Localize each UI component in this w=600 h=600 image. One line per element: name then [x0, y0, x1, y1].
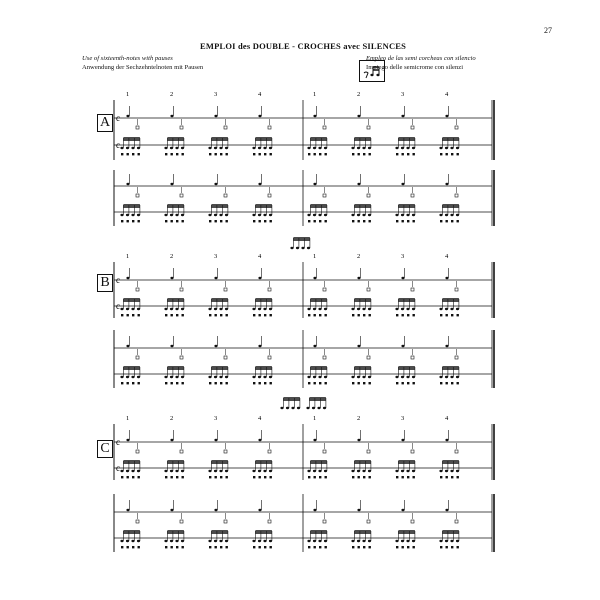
- square-marker: [136, 126, 139, 129]
- count-dot: [396, 153, 398, 155]
- count-dot: [446, 476, 448, 478]
- beat-number: 1: [313, 253, 317, 260]
- count-dot: [226, 314, 228, 316]
- count-dot: [451, 220, 453, 222]
- count-dot: [451, 153, 453, 155]
- beat-number: 4: [445, 253, 449, 260]
- count-dot: [127, 382, 129, 384]
- count-dot: [457, 153, 459, 155]
- count-dot: [182, 546, 184, 548]
- square-marker: [411, 288, 414, 291]
- count-dot: [440, 476, 442, 478]
- count-dot: [407, 314, 409, 316]
- square-marker: [323, 450, 326, 453]
- count-dot: [440, 153, 442, 155]
- count-dot: [451, 382, 453, 384]
- count-dot: [396, 476, 398, 478]
- count-dot: [127, 314, 129, 316]
- beat-number: 1: [313, 415, 317, 422]
- count-dot: [220, 220, 222, 222]
- square-marker: [411, 450, 414, 453]
- count-dot: [446, 153, 448, 155]
- count-dot: [325, 476, 327, 478]
- count-dot: [121, 220, 123, 222]
- beat-number: 3: [401, 253, 405, 260]
- count-dot: [220, 314, 222, 316]
- beat-number: 4: [445, 415, 449, 422]
- count-dot: [308, 153, 310, 155]
- count-dot: [319, 314, 321, 316]
- count-dot: [220, 476, 222, 478]
- count-dot: [176, 314, 178, 316]
- count-dot: [264, 546, 266, 548]
- count-dot: [132, 546, 134, 548]
- count-dot: [325, 546, 327, 548]
- count-dot: [176, 220, 178, 222]
- square-marker: [323, 194, 326, 197]
- count-dot: [358, 476, 360, 478]
- count-dot: [308, 220, 310, 222]
- count-dot: [209, 546, 211, 548]
- count-dot: [363, 314, 365, 316]
- square-marker: [136, 194, 139, 197]
- count-dot: [138, 153, 140, 155]
- count-dot: [319, 382, 321, 384]
- count-dot: [165, 220, 167, 222]
- square-marker: [455, 288, 458, 291]
- square-marker: [268, 450, 271, 453]
- count-dot: [127, 546, 129, 548]
- count-dot: [402, 476, 404, 478]
- count-dot: [132, 476, 134, 478]
- count-dot: [215, 546, 217, 548]
- count-dot: [413, 314, 415, 316]
- count-dot: [259, 153, 261, 155]
- count-dot: [358, 314, 360, 316]
- beat-number: 2: [357, 253, 361, 260]
- count-dot: [259, 476, 261, 478]
- count-dot: [407, 382, 409, 384]
- count-dot: [165, 546, 167, 548]
- count-dot: [440, 314, 442, 316]
- count-dot: [220, 382, 222, 384]
- count-dot: [165, 382, 167, 384]
- count-dot: [440, 546, 442, 548]
- beat-number: 2: [170, 253, 174, 260]
- count-dot: [259, 314, 261, 316]
- count-dot: [369, 546, 371, 548]
- beat-number: 3: [214, 415, 218, 422]
- count-dot: [264, 382, 266, 384]
- count-dot: [121, 546, 123, 548]
- count-dot: [396, 382, 398, 384]
- square-marker: [367, 288, 370, 291]
- count-dot: [407, 476, 409, 478]
- square-marker: [136, 520, 139, 523]
- count-dot: [446, 546, 448, 548]
- beat-number: 3: [401, 91, 405, 98]
- count-dot: [220, 546, 222, 548]
- count-dot: [171, 476, 173, 478]
- beat-number: 2: [357, 415, 361, 422]
- count-dot: [182, 220, 184, 222]
- count-dot: [451, 314, 453, 316]
- count-dot: [264, 476, 266, 478]
- count-dot: [314, 220, 316, 222]
- count-dot: [308, 382, 310, 384]
- square-marker: [367, 126, 370, 129]
- count-dot: [369, 476, 371, 478]
- count-dot: [369, 153, 371, 155]
- count-dot: [176, 153, 178, 155]
- count-dot: [319, 153, 321, 155]
- count-dot: [402, 153, 404, 155]
- count-dot: [457, 546, 459, 548]
- subtitle-italian: Impiego delle semicrome con silenzi: [366, 64, 464, 71]
- count-dot: [402, 314, 404, 316]
- count-dot: [209, 382, 211, 384]
- count-dot: [259, 220, 261, 222]
- count-dot: [253, 314, 255, 316]
- count-dot: [253, 220, 255, 222]
- count-dot: [121, 382, 123, 384]
- count-dot: [253, 546, 255, 548]
- square-marker: [455, 450, 458, 453]
- count-dot: [176, 476, 178, 478]
- count-dot: [369, 220, 371, 222]
- clef-icon: c: [116, 301, 120, 311]
- square-marker: [224, 520, 227, 523]
- count-dot: [369, 314, 371, 316]
- beat-number: 2: [170, 415, 174, 422]
- beat-number: 1: [126, 415, 130, 422]
- square-marker: [367, 520, 370, 523]
- count-dot: [446, 314, 448, 316]
- beat-number: 1: [313, 91, 317, 98]
- count-dot: [270, 314, 272, 316]
- count-dot: [352, 476, 354, 478]
- square-marker: [323, 126, 326, 129]
- beat-number: 4: [258, 253, 262, 260]
- count-dot: [440, 220, 442, 222]
- square-marker: [136, 450, 139, 453]
- square-marker: [180, 194, 183, 197]
- square-marker: [323, 520, 326, 523]
- count-dot: [325, 220, 327, 222]
- count-dot: [352, 153, 354, 155]
- square-marker: [180, 520, 183, 523]
- count-dot: [165, 153, 167, 155]
- count-dot: [127, 153, 129, 155]
- beat-number: 3: [214, 253, 218, 260]
- count-dot: [314, 546, 316, 548]
- count-dot: [314, 153, 316, 155]
- count-dot: [396, 314, 398, 316]
- square-marker: [455, 194, 458, 197]
- count-dot: [182, 476, 184, 478]
- square-marker: [268, 356, 271, 359]
- count-dot: [226, 382, 228, 384]
- subtitle-german: Anwendung der Sechzehntelnoten mit Pausen: [82, 64, 204, 71]
- count-dot: [325, 382, 327, 384]
- beat-number: 1: [126, 91, 130, 98]
- count-dot: [413, 546, 415, 548]
- count-dot: [215, 153, 217, 155]
- count-dot: [440, 382, 442, 384]
- page-number: 27: [544, 26, 552, 35]
- beat-number: 1: [126, 253, 130, 260]
- count-dot: [182, 382, 184, 384]
- count-dot: [308, 546, 310, 548]
- beat-number: 3: [401, 415, 405, 422]
- square-marker: [367, 450, 370, 453]
- count-dot: [358, 153, 360, 155]
- beat-number: 2: [170, 91, 174, 98]
- count-dot: [363, 382, 365, 384]
- count-dot: [264, 314, 266, 316]
- count-dot: [457, 220, 459, 222]
- count-dot: [352, 546, 354, 548]
- count-dot: [253, 382, 255, 384]
- count-dot: [308, 476, 310, 478]
- square-marker: [411, 356, 414, 359]
- count-dot: [171, 153, 173, 155]
- count-dot: [220, 153, 222, 155]
- count-dot: [270, 476, 272, 478]
- count-dot: [358, 220, 360, 222]
- count-dot: [132, 220, 134, 222]
- count-dot: [451, 546, 453, 548]
- count-dot: [402, 220, 404, 222]
- count-dot: [358, 382, 360, 384]
- square-marker: [136, 356, 139, 359]
- count-dot: [171, 314, 173, 316]
- count-dot: [264, 153, 266, 155]
- count-dot: [138, 220, 140, 222]
- square-marker: [224, 194, 227, 197]
- count-dot: [121, 314, 123, 316]
- section-label-b: B: [97, 274, 113, 292]
- count-dot: [270, 546, 272, 548]
- count-dot: [457, 382, 459, 384]
- music-notation: [60, 0, 540, 600]
- count-dot: [319, 546, 321, 548]
- count-dot: [413, 476, 415, 478]
- count-dot: [259, 382, 261, 384]
- square-marker: [180, 288, 183, 291]
- count-dot: [182, 314, 184, 316]
- count-dot: [171, 382, 173, 384]
- count-dot: [138, 476, 140, 478]
- square-marker: [224, 126, 227, 129]
- section-label-c: C: [97, 440, 113, 458]
- count-dot: [352, 314, 354, 316]
- count-dot: [127, 476, 129, 478]
- count-dot: [226, 153, 228, 155]
- square-marker: [180, 450, 183, 453]
- beat-number: 2: [357, 91, 361, 98]
- count-dot: [226, 546, 228, 548]
- square-marker: [268, 520, 271, 523]
- count-dot: [413, 220, 415, 222]
- count-dot: [363, 220, 365, 222]
- beat-number: 3: [214, 91, 218, 98]
- count-dot: [171, 220, 173, 222]
- count-dot: [457, 476, 459, 478]
- clef-icon: c: [116, 437, 120, 447]
- count-dot: [402, 546, 404, 548]
- count-dot: [209, 314, 211, 316]
- count-dot: [308, 314, 310, 316]
- count-dot: [132, 382, 134, 384]
- beat-number: 4: [258, 415, 262, 422]
- count-dot: [253, 153, 255, 155]
- count-dot: [165, 314, 167, 316]
- count-dot: [314, 476, 316, 478]
- count-dot: [226, 476, 228, 478]
- count-dot: [215, 476, 217, 478]
- count-dot: [264, 220, 266, 222]
- beat-number: 4: [445, 91, 449, 98]
- square-marker: [411, 194, 414, 197]
- count-dot: [121, 153, 123, 155]
- square-marker: [455, 126, 458, 129]
- square-marker: [268, 288, 271, 291]
- square-marker: [411, 126, 414, 129]
- square-marker: [268, 126, 271, 129]
- count-dot: [209, 220, 211, 222]
- square-marker: [180, 126, 183, 129]
- count-dot: [319, 220, 321, 222]
- square-marker: [367, 194, 370, 197]
- square-marker: [224, 450, 227, 453]
- count-dot: [457, 314, 459, 316]
- count-dot: [121, 476, 123, 478]
- square-marker: [268, 194, 271, 197]
- count-dot: [396, 546, 398, 548]
- count-dot: [325, 314, 327, 316]
- count-dot: [171, 546, 173, 548]
- square-marker: [224, 288, 227, 291]
- count-dot: [446, 220, 448, 222]
- count-dot: [138, 546, 140, 548]
- clef-icon: c: [116, 463, 120, 473]
- count-dot: [176, 382, 178, 384]
- count-dot: [319, 476, 321, 478]
- count-dot: [253, 476, 255, 478]
- count-dot: [165, 476, 167, 478]
- clef-icon: c: [116, 140, 120, 150]
- square-marker: [367, 356, 370, 359]
- count-dot: [259, 546, 261, 548]
- count-dot: [325, 153, 327, 155]
- count-dot: [358, 546, 360, 548]
- count-dot: [407, 220, 409, 222]
- count-dot: [209, 476, 211, 478]
- count-dot: [352, 220, 354, 222]
- count-dot: [363, 546, 365, 548]
- count-dot: [369, 382, 371, 384]
- count-dot: [407, 153, 409, 155]
- count-dot: [138, 382, 140, 384]
- square-marker: [411, 520, 414, 523]
- count-dot: [270, 382, 272, 384]
- count-dot: [226, 220, 228, 222]
- score-page: [60, 0, 552, 600]
- count-dot: [176, 546, 178, 548]
- clef-icon: c: [116, 113, 120, 123]
- count-dot: [363, 476, 365, 478]
- count-dot: [132, 153, 134, 155]
- count-dot: [314, 314, 316, 316]
- count-dot: [396, 220, 398, 222]
- count-dot: [270, 220, 272, 222]
- square-marker: [323, 288, 326, 291]
- count-dot: [215, 314, 217, 316]
- square-marker: [180, 356, 183, 359]
- square-marker: [136, 288, 139, 291]
- count-dot: [215, 382, 217, 384]
- count-dot: [451, 476, 453, 478]
- count-dot: [446, 382, 448, 384]
- count-dot: [352, 382, 354, 384]
- count-dot: [363, 153, 365, 155]
- count-dot: [413, 382, 415, 384]
- square-marker: [455, 520, 458, 523]
- clef-icon: c: [116, 275, 120, 285]
- square-marker: [224, 356, 227, 359]
- subtitle-english: Use of sixteenth-notes with pauses: [82, 55, 173, 62]
- count-dot: [209, 153, 211, 155]
- count-dot: [127, 220, 129, 222]
- square-marker: [455, 356, 458, 359]
- count-dot: [407, 546, 409, 548]
- count-dot: [215, 220, 217, 222]
- count-dot: [413, 153, 415, 155]
- count-dot: [314, 382, 316, 384]
- section-label-a: A: [97, 114, 113, 132]
- subtitle-spanish: Empleo de las semi corcheas con silencio: [366, 55, 476, 62]
- count-dot: [138, 314, 140, 316]
- beat-number: 4: [258, 91, 262, 98]
- count-dot: [402, 382, 404, 384]
- page-title: EMPLOI des DOUBLE - CROCHES avec SILENCES: [200, 41, 407, 51]
- count-dot: [182, 153, 184, 155]
- count-dot: [270, 153, 272, 155]
- square-marker: [323, 356, 326, 359]
- count-dot: [132, 314, 134, 316]
